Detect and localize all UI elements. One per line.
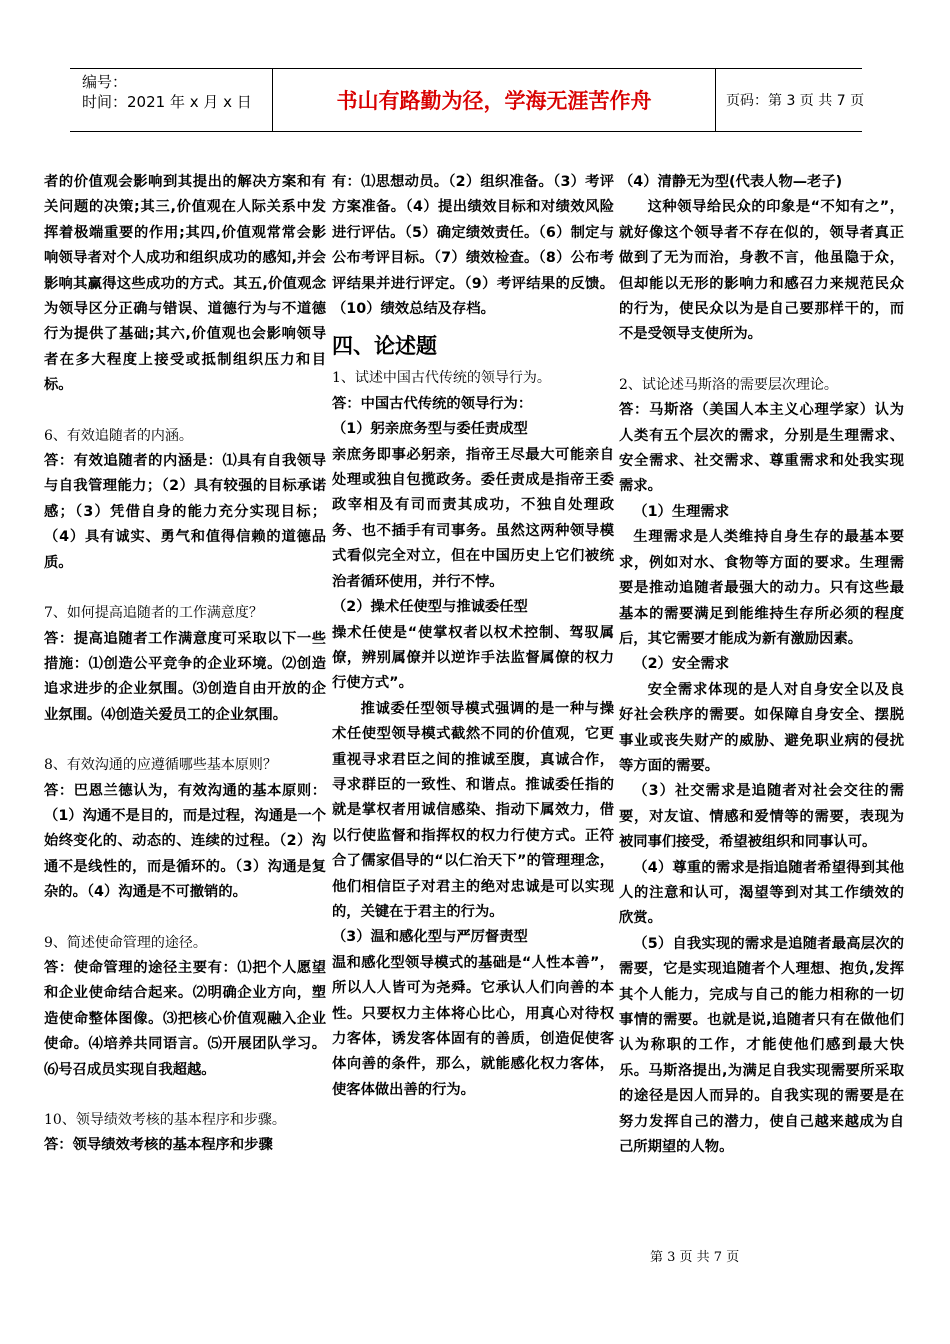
header-motto-cell [272, 69, 716, 131]
answer-paragraph: 答：巴恩兰德认为，有效沟通的基本原则：（1）沟通不是目的，而是过程，沟通是一个始终变化的、动态的、连续的过程。（2）沟通不是线性的，而是循环的。（3）沟通是复杂的。（4）沟通是不可撤销的。 [44, 782, 326, 901]
question-heading: 2、试论述马斯洛的需要层次理论。 [619, 376, 838, 393]
column-left [44, 170, 326, 1159]
document-time-label: 时间：2021 年 x 月 x 日 [82, 93, 252, 111]
answer-paragraph: 答：马斯洛（美国人本主义心理学家）认为人类有五个层次的需求，分别是生理需求、安全需求、社交需求、尊重需求和处我实现需求。 [619, 402, 904, 495]
paragraph: 温和感化型领导模式的基础是“人性本善”，所以人人皆可为尧舜。它承认人们向善的本性。只要权力主体将心比心，用真心对待权力客体，诱发客体固有的善质，创造促使客体向善的条件，那么，就能感化权力客体，使客体做出善的行为。 [332, 954, 614, 1098]
answer-paragraph: 答：中国古代传统的领导行为： [332, 395, 533, 412]
paragraph: （3）社交需求是追随者对社会交往的需要，对友谊、情感和爱情等的需要，表现为被同事们接受，希望被组织和同事认可。 [619, 783, 904, 851]
subheading: （1）躬亲庶务型与委任责成型 [332, 421, 528, 438]
page-header [70, 68, 865, 132]
subheading: （1）生理需求 [633, 503, 730, 520]
paragraph: 生理需求是人类维持自身生存的最基本要求，例如对水、食物等方面的要求。生理需要是推动追随者最强大的动力。只有这些最基本的需要满足到能维持生存所必须的程度后，其它需要才能成为新有激励因素。 [619, 529, 904, 647]
subheading: （4）清静无为型(代表人物—老子) [619, 174, 843, 190]
section-heading: 四、论述题 [332, 334, 437, 359]
paragraph: 操术任使是“使掌权者以权术控制、驾驭属僚，辨别属僚并以逆诈手法监督属僚的权力行使方式”。 [332, 624, 614, 692]
header-meta [70, 69, 272, 131]
paragraph: 推诚委任型领导模式强调的是一种与操术任使型领导模式截然不同的价值观，它更重视寻求君臣之间的推诚至腹，真诚合作，寻求群臣的一致性、和谐点。推诚委任指的就是掌权者用诚信感染、指动下属效力，借以行使监督和指挥权的权力行使方式。正符合了儒家倡导的“以仁治天下”的管理理念，他们相信臣子对君主的绝对忠诚是可以实现的，关键在于君主的行为。 [332, 700, 614, 920]
paragraph: 者的价值观会影响到其提出的解决方案和有关问题的决策;其三,价值观在人际关系中发挥着极端重要的作用;其四,价值观常常会影响领导者对个人成功和组织成功的感知,并会影响其赢得这些成功的方式。其五,价值观念为领导区分正确与错误、道德行为与不道德行为提供了基础;其六,价值观也会影响领导者在多大程度上接受或抵制组织压力和目标。 [44, 174, 326, 394]
page-footer: 第 3 页 共 7 页 [650, 1250, 740, 1265]
subheading: （3）温和感化型与严厉督责型 [332, 929, 528, 946]
subheading: （2）操术任使型与推诚委任型 [332, 599, 528, 616]
paragraph: 亲庶务即事必躬亲，指帝王尽最大可能亲自处理或独自包揽政务。委任责成是指帝王委政宰相及有司而责其成功，不独自处理政务、也不插手有司事务。虽然这两种领导模式看似完全对立，但在中国历史上它们被统治者循环使用，并行不悖。 [332, 446, 614, 590]
question-heading: 9、简述使命管理的途径。 [44, 934, 207, 951]
paragraph: 安全需求体现的是人对自身安全以及良好社会秩序的需要。如保障自身安全、摆脱事业或丧失财产的威胁、避免职业病的侵扰等方面的需要。 [619, 681, 904, 774]
paragraph: （5）自我实现的需求是追随者最高层次的需要，它是实现追随者个人理想、抱负,发挥其个人能力，完成与自己的能力相称的一切事情的需要。也就是说,追随者只有在做他们认为称职的工作，才能使他们感到最大快乐。马斯洛提出,为满足自我实现需要所采取的途径是因人而异的。自我实现的需要是在努力发挥自己的潜力，使自己越来越成为自己所期望的人物。 [619, 935, 904, 1156]
answer-paragraph: 答：有效追随者的内涵是：⑴具有自我领导与自我管理能力；（2）具有较强的目标承诺感；（3）凭借自身的能力充分实现目标；（4）具有诚实、勇气和值得信赖的道德品质。 [44, 453, 326, 571]
question-heading: 10、领导绩效考核的基本程序和步骤。 [44, 1112, 286, 1128]
column-right [619, 170, 904, 1160]
question-heading: 1、试述中国古代传统的领导行为。 [332, 370, 551, 387]
header-motto: 书山有路勤为径，学海无涯苦作舟 [336, 89, 652, 113]
question-heading: 6、有效追随者的内涵。 [44, 427, 193, 444]
answer-paragraph: 答：提高追随者工作满意度可采取以下一些措施：⑴创造公平竞争的企业环境。⑵创造追求进步的企业氛围。⑶创造自由开放的企业氛围。⑷创造关爱员工的企业氛围。 [44, 630, 326, 723]
document-number-label: 编号： [82, 73, 128, 91]
header-page-code: 页码：第 3 页 共 7 页 [726, 93, 865, 109]
answer-paragraph: 答：使命管理的途径主要有：⑴把个人愿望和企业使命结合起来。⑵明确企业方向，塑造使命整体图像。⑶把核心价值观融入企业使命。⑷培养共同语言。⑸开展团队学习。⑹号召成员实现自我超越。 [44, 959, 326, 1078]
question-heading: 7、如何提高追随者的工作满意度？ [44, 605, 263, 622]
paragraph: 这种领导给民众的印象是“不知有之”，就好像这个领导者不存在似的，领导者真正做到了无为而治，身教不言，他虽隐于众，但却能以无形的影响力和感召力来规范民众的行为，使民众以为是自己要那样干的，而不是受领导支使所为。 [619, 199, 904, 343]
answer-paragraph: 答：领导绩效考核的基本程序和步骤 [44, 1137, 273, 1154]
question-heading: 8、有效沟通的应遵循哪些基本原则？ [44, 757, 277, 774]
paragraph: 有：⑴思想动员。（2）组织准备。（3）考评方案准备。（4）提出绩效目标和对绩效风险进行评估。（5）确定绩效责任。（6）制定与公布考评目标。（7）绩效检查。（8）公布考评结果并进行评定。（9）考评结果的反馈。（10）绩效总结及存档。 [332, 174, 614, 318]
column-middle [332, 170, 614, 1103]
paragraph: （4）尊重的需求是指追随者希望得到其他人的注意和认可，渴望等到对其工作绩效的欣赏。 [619, 859, 904, 927]
header-page-cell [716, 69, 865, 131]
subheading: （2）安全需求 [633, 656, 730, 673]
